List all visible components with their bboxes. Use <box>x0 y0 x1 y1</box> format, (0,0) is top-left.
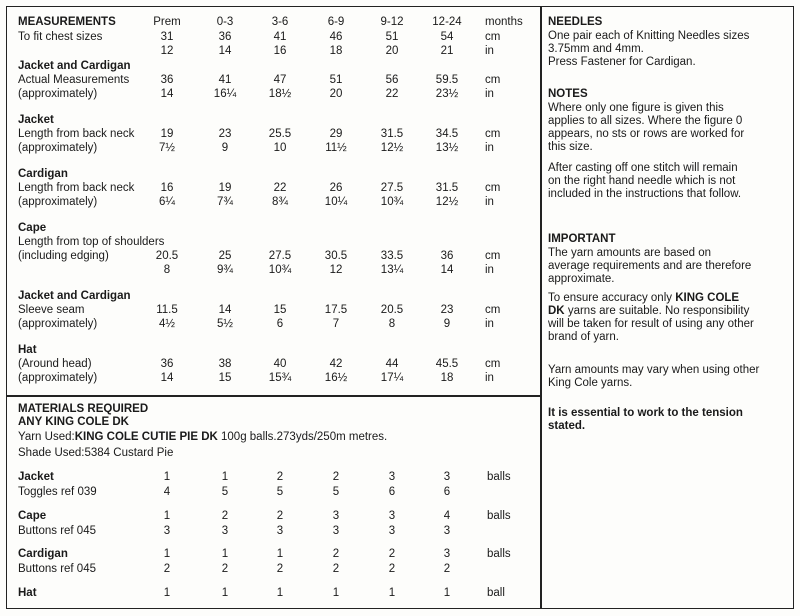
material-balls-value: 4 <box>443 510 451 522</box>
material-notions-value: 5 <box>276 486 284 498</box>
measurement-in-value: 15¾ <box>268 372 292 384</box>
measurement-in-value: 14 <box>160 372 174 384</box>
measurement-cm-value: 16 <box>160 182 174 194</box>
material-balls-value: 1 <box>221 587 229 599</box>
measurement-cm-value: 38 <box>218 358 232 370</box>
measurement-line-2: (approximately) <box>18 372 98 384</box>
measurement-cm-value: 19 <box>218 182 232 194</box>
material-unit: balls <box>487 471 511 483</box>
measurement-line-1: Length from top of shoulders <box>18 236 165 248</box>
material-notions-value: 3 <box>276 525 284 537</box>
size-label: 9-12 <box>380 16 404 28</box>
material-balls-value: 1 <box>163 548 171 560</box>
measurement-line-2: (including edging) <box>18 250 109 262</box>
measurement-in-value: 23½ <box>435 88 459 100</box>
measurement-cm-value: 17.5 <box>324 304 348 316</box>
material-balls-value: 1 <box>276 587 284 599</box>
yarn-detail: 100g balls.273yds/250m metres. <box>217 431 388 443</box>
material-balls-value: 1 <box>221 548 229 560</box>
column-divider <box>540 6 542 609</box>
material-item-title: Hat <box>18 587 37 599</box>
material-balls-value: 1 <box>276 548 284 560</box>
measurement-in-value: 7½ <box>159 142 175 154</box>
measurement-cm-unit: cm <box>485 74 501 86</box>
size-label: Prem <box>153 16 181 28</box>
measurement-line-1: Length from back neck <box>18 128 135 140</box>
material-notions-value: 2 <box>443 563 451 575</box>
material-balls-value: 1 <box>221 471 229 483</box>
material-balls-value: 2 <box>276 471 284 483</box>
important-tension-note: It is essential to work to the tension stated. <box>548 407 743 432</box>
material-balls-value: 2 <box>332 471 340 483</box>
chest-label: To fit chest sizes <box>18 31 103 43</box>
material-notions-value: 2 <box>388 563 396 575</box>
material-notions-value: 4 <box>163 486 171 498</box>
measurements-heading: MEASUREMENTS <box>18 16 116 28</box>
chest-in-value: 12 <box>160 45 174 57</box>
chest-in-value: 14 <box>218 45 232 57</box>
size-label: 3-6 <box>271 16 289 28</box>
measurement-in-unit: in <box>485 264 494 276</box>
material-notions-label: Buttons ref 045 <box>18 563 96 575</box>
measurement-group-title: Cardigan <box>18 168 68 180</box>
measurement-in-value: 7 <box>332 318 340 330</box>
measurement-in-value: 10¾ <box>268 264 292 276</box>
measurement-in-value: 12½ <box>435 196 459 208</box>
material-balls-value: 3 <box>443 548 451 560</box>
measurement-in-value: 11½ <box>325 142 347 154</box>
measurement-in-value: 13¼ <box>380 264 404 276</box>
measurement-in-value: 6¼ <box>159 196 175 208</box>
measurement-in-value: 7¾ <box>217 196 233 208</box>
measurement-cm-value: 31.5 <box>380 128 404 140</box>
yarn-name: KING COLE CUTIE PIE DK <box>74 431 218 443</box>
material-balls-value: 2 <box>276 510 284 522</box>
measurement-line-1: (Around head) <box>18 358 92 370</box>
measurement-cm-value: 20.5 <box>380 304 404 316</box>
chest-cm-unit: cm <box>485 31 501 43</box>
material-balls-value: 1 <box>163 510 171 522</box>
measurement-in-value: 17¼ <box>380 372 404 384</box>
measurement-cm-value: 36 <box>160 358 174 370</box>
important-paragraph-2 <box>548 292 788 344</box>
material-balls-value: 3 <box>388 471 396 483</box>
material-balls-value: 3 <box>388 510 396 522</box>
measurement-cm-unit: cm <box>485 358 501 370</box>
chest-cm-value: 54 <box>440 31 454 43</box>
measurement-cm-value: 44 <box>385 358 399 370</box>
measurement-in-unit: in <box>485 318 494 330</box>
material-balls-value: 3 <box>332 510 340 522</box>
measurement-cm-value: 14 <box>218 304 232 316</box>
measurement-cm-value: 25.5 <box>268 128 292 140</box>
measurement-cm-value: 29 <box>329 128 343 140</box>
section-divider <box>6 395 541 397</box>
important-paragraph-3: Yarn amounts may vary when using other King Cole yarns. <box>548 364 760 389</box>
measurement-in-value: 8¾ <box>272 196 288 208</box>
measurement-cm-value: 42 <box>329 358 343 370</box>
material-notions-label: Toggles ref 039 <box>18 486 97 498</box>
measurement-line-2: (approximately) <box>18 88 98 100</box>
measurement-in-value: 16¼ <box>213 88 237 100</box>
chest-cm-value: 41 <box>273 31 287 43</box>
important-accuracy-text: To ensure accuracy only <box>548 292 676 304</box>
chest-cm-value: 46 <box>329 31 343 43</box>
measurement-in-unit: in <box>485 196 494 208</box>
measurement-group-title: Cape <box>18 222 47 234</box>
size-label: 0-3 <box>216 16 234 28</box>
measurement-in-value: 10¼ <box>324 196 348 208</box>
chest-in-value: 20 <box>385 45 399 57</box>
size-label: 12-24 <box>432 16 462 28</box>
important-brand-dk: DK <box>548 305 565 317</box>
measurement-in-value: 10 <box>273 142 287 154</box>
measurement-cm-value: 23 <box>440 304 454 316</box>
material-item-title: Cape <box>18 510 47 522</box>
measurement-cm-value: 22 <box>273 182 287 194</box>
measurement-cm-value: 19 <box>160 128 174 140</box>
notes-heading: NOTES <box>548 88 588 100</box>
material-notions-value: 3 <box>332 525 340 537</box>
measurement-cm-value: 30.5 <box>324 250 348 262</box>
material-balls-value: 2 <box>332 548 340 560</box>
measurement-line-2: (approximately) <box>18 142 98 154</box>
measurement-in-value: 18½ <box>268 88 292 100</box>
measurement-in-value: 5½ <box>217 318 233 330</box>
measurement-cm-value: 25 <box>218 250 232 262</box>
measurement-in-value: 20 <box>329 88 343 100</box>
measurement-in-value: 16½ <box>324 372 348 384</box>
materials-heading: MATERIALS REQUIRED <box>18 403 149 415</box>
measurement-group-title: Jacket <box>18 114 54 126</box>
measurement-cm-value: 23 <box>218 128 232 140</box>
important-brand: KING COLE <box>675 292 740 304</box>
sizes-unit: months <box>485 16 523 28</box>
material-notions-value: 2 <box>276 563 284 575</box>
measurement-cm-value: 41 <box>218 74 232 86</box>
yarn-used-line <box>18 431 387 444</box>
measurement-cm-value: 34.5 <box>435 128 459 140</box>
notes-paragraph-1: Where only one figure is given this applies to all sizes. Where the figure 0 appears, no sts or rows are worked for this size. <box>548 102 745 153</box>
material-notions-value: 3 <box>221 525 229 537</box>
material-notions-value: 2 <box>221 563 229 575</box>
measurement-in-value: 8 <box>163 264 171 276</box>
measurement-cm-value: 27.5 <box>380 182 404 194</box>
measurement-cm-value: 45.5 <box>435 358 459 370</box>
measurement-in-value: 9¾ <box>217 264 233 276</box>
measurement-cm-value: 31.5 <box>435 182 459 194</box>
measurement-cm-value: 51 <box>329 74 343 86</box>
chest-cm-value: 51 <box>385 31 399 43</box>
measurement-cm-value: 27.5 <box>268 250 292 262</box>
needles-text: One pair each of Knitting Needles sizes 3.75mm and 4mm. Press Fastener for Cardigan. <box>548 30 750 68</box>
material-unit: balls <box>487 510 511 522</box>
material-item-title: Jacket <box>18 471 54 483</box>
measurement-in-value: 9 <box>221 142 229 154</box>
measurement-line-2: (approximately) <box>18 196 98 208</box>
chest-in-value: 21 <box>440 45 454 57</box>
material-notions-value: 3 <box>443 525 451 537</box>
measurement-line-1: Sleeve seam <box>18 304 85 316</box>
measurement-cm-value: 59.5 <box>435 74 459 86</box>
measurement-in-value: 12 <box>329 264 343 276</box>
measurement-cm-unit: cm <box>485 182 501 194</box>
measurement-in-value: 14 <box>440 264 454 276</box>
measurement-cm-value: 47 <box>273 74 287 86</box>
needles-heading: NEEDLES <box>548 16 603 28</box>
measurement-line-1: Length from back neck <box>18 182 135 194</box>
measurement-in-value: 6 <box>276 318 284 330</box>
important-responsibility-text: yarns are suitable. No responsibility will be taken for result of using any other brand of yarn. <box>548 305 754 343</box>
measurement-in-value: 18 <box>440 372 454 384</box>
measurement-in-value: 4½ <box>159 318 175 330</box>
material-notions-label: Buttons ref 045 <box>18 525 96 537</box>
chest-cm-value: 36 <box>218 31 232 43</box>
measurement-cm-value: 11.5 <box>156 304 178 316</box>
material-balls-value: 1 <box>388 587 396 599</box>
material-notions-value: 5 <box>221 486 229 498</box>
material-balls-value: 2 <box>388 548 396 560</box>
measurement-in-unit: in <box>485 88 494 100</box>
measurement-in-value: 9 <box>443 318 451 330</box>
material-unit: balls <box>487 548 511 560</box>
measurement-cm-value: 56 <box>385 74 399 86</box>
material-balls-value: 1 <box>163 471 171 483</box>
measurement-cm-value: 15 <box>273 304 287 316</box>
measurement-in-unit: in <box>485 142 494 154</box>
measurement-cm-value: 33.5 <box>380 250 404 262</box>
measurement-group-title: Jacket and Cardigan <box>18 60 131 72</box>
measurement-cm-unit: cm <box>485 304 501 316</box>
materials-subheading: ANY KING COLE DK <box>18 416 129 428</box>
material-notions-value: 3 <box>163 525 171 537</box>
measurement-in-value: 10¾ <box>380 196 404 208</box>
chest-in-value: 16 <box>273 45 287 57</box>
measurement-in-value: 8 <box>388 318 396 330</box>
material-item-title: Cardigan <box>18 548 68 560</box>
measurement-in-value: 13½ <box>435 142 459 154</box>
measurement-cm-unit: cm <box>485 250 501 262</box>
chest-cm-value: 31 <box>160 31 174 43</box>
measurement-cm-value: 36 <box>160 74 174 86</box>
measurement-group-title: Hat <box>18 344 37 356</box>
size-label: 6-9 <box>327 16 345 28</box>
important-heading: IMPORTANT <box>548 233 616 245</box>
notes-paragraph-2: After casting off one stitch will remain on the right hand needle which is not included in the instructions that follow. <box>548 162 742 200</box>
chest-in-value: 18 <box>329 45 343 57</box>
measurement-cm-value: 40 <box>273 358 287 370</box>
measurement-line-2: (approximately) <box>18 318 98 330</box>
measurement-in-value: 14 <box>160 88 174 100</box>
measurement-cm-value: 36 <box>440 250 454 262</box>
material-balls-value: 1 <box>443 587 451 599</box>
measurement-in-value: 15 <box>218 372 232 384</box>
material-notions-value: 5 <box>332 486 340 498</box>
chest-in-unit: in <box>485 45 494 57</box>
measurement-in-unit: in <box>485 372 494 384</box>
material-balls-value: 3 <box>443 471 451 483</box>
material-balls-value: 1 <box>332 587 340 599</box>
measurement-in-value: 12½ <box>380 142 404 154</box>
material-notions-value: 2 <box>163 563 171 575</box>
measurement-group-title: Jacket and Cardigan <box>18 290 131 302</box>
material-unit: ball <box>487 587 505 599</box>
measurement-cm-value: 20.5 <box>155 250 179 262</box>
measurement-cm-value: 26 <box>329 182 343 194</box>
material-notions-value: 6 <box>388 486 396 498</box>
material-balls-value: 1 <box>163 587 171 599</box>
measurement-line-1: Actual Measurements <box>18 74 130 86</box>
material-balls-value: 2 <box>221 510 229 522</box>
yarn-used-label: Yarn Used: <box>18 431 75 443</box>
measurement-cm-unit: cm <box>485 128 501 140</box>
important-paragraph-1: The yarn amounts are based on average requirements and are therefore approximate. <box>548 247 752 285</box>
material-notions-value: 3 <box>388 525 396 537</box>
measurement-in-value: 22 <box>385 88 399 100</box>
shade-used-line: Shade Used:5384 Custard Pie <box>18 447 174 459</box>
material-notions-value: 2 <box>332 563 340 575</box>
material-notions-value: 6 <box>443 486 451 498</box>
